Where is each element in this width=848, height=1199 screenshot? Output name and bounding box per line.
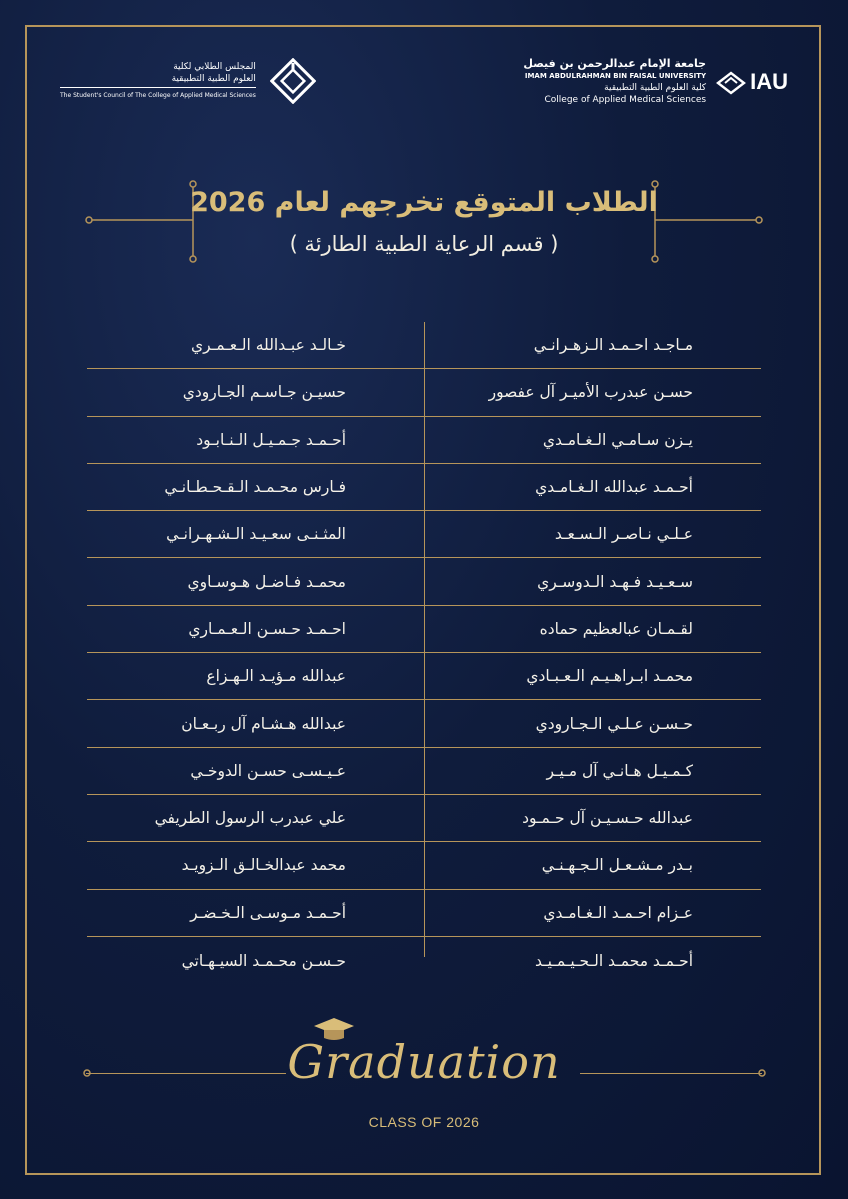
column-divider (424, 322, 425, 957)
student-name-left: محمد عبدالخـالـق الـزويـد (181, 856, 346, 875)
council-logo-block (60, 58, 316, 104)
students-table (87, 322, 761, 984)
student-name-right: يـزن سـامـي الـغـامـدي (542, 430, 693, 449)
student-name-left: احـمـد حـسـن الـعـمـاري (188, 619, 346, 638)
class-of-label: CLASS OF 2026 (368, 1114, 480, 1130)
university-texts (523, 58, 706, 106)
student-name-right: سـعـيـد فـهـد الـدوسـري (537, 572, 693, 591)
council-name-ar-2: العلوم الطبية التطبيقية (171, 73, 256, 84)
college-name-en: College of Applied Medical Sciences (544, 95, 707, 105)
student-name-right: مـاجـد احـمـد الـزهـرانـي (533, 336, 693, 355)
student-name-right: عـزام احـمـد الـغـامـدي (543, 903, 693, 922)
student-name-left: علي عبدرب الرسول الطريفي (154, 809, 346, 828)
student-name-right: حسـن عبدرب الأميـر آل عفصور (488, 383, 693, 402)
student-name-left: المثـنـى سعـيـد الـشـهـرانـي (166, 525, 346, 544)
student-name-right: عبدالله حـسـيـن آل حـمـود (522, 809, 693, 828)
student-name-left: حسيـن جـاسـم الجـارودي (182, 383, 346, 402)
student-name-right: كـمـيـل هـانـي آل مـيـر (546, 761, 693, 780)
student-name-left: أحـمـد جـمـيـل الـنـابـود (196, 430, 346, 449)
student-name-left: عبدالله مـؤيـد الـهـزاع (206, 667, 346, 686)
council-texts (60, 61, 256, 102)
student-name-right: بـدر مـشـعـل الـجـهـنـي (541, 856, 693, 875)
student-name-left: أحـمـد مـوسـى الـخـضـر (190, 903, 346, 922)
student-name-left: محمـد فـاضـل هـوسـاوي (187, 572, 346, 591)
graduation-text: Graduation (287, 1035, 561, 1089)
council-emblem-icon (270, 58, 316, 104)
student-name-left: خـالـد عبـدالله الـعـمـري (191, 336, 346, 355)
college-name-ar: كلية العلوم الطبية التطبيقية (604, 83, 707, 93)
student-name-left: فـارس محـمـد الـقـحـطـانـي (164, 478, 346, 497)
student-name-right: محمـد ابـراهـيـم الـعـبـادي (526, 667, 693, 686)
student-name-right: حـسـن عـلـي الـجـارودي (535, 714, 693, 733)
iau-logo-text: IAU (750, 69, 788, 94)
iau-logo-block (523, 58, 788, 106)
university-name-en: IMAM ABDULRAHMAN BIN FAISAL UNIVERSITY (524, 72, 707, 80)
title-block (0, 180, 848, 260)
page-title: الطلاب المتوقع تخرجهم لعام 2026 (190, 187, 658, 218)
student-name-right: أحـمـد محمـد الـحـيـمـيـد (534, 951, 693, 970)
student-name-left: عـيـسـى حسـن الدوخـي (190, 761, 346, 780)
iau-logo (716, 69, 788, 95)
student-name-left: حـسـن محـمـد السيـهـاتي (181, 951, 346, 970)
council-name-en: The Student's Council of The College of Applied Medical Sciences (60, 87, 256, 102)
student-name-right: عـلـي نـاصـر الـسـعـد (554, 525, 693, 544)
student-name-right: لقـمـان عبالعظيم حماده (539, 619, 693, 638)
student-name-left: عبدالله هـشـام آل ربـعـان (181, 714, 346, 733)
student-name-right: أحـمـد عبدالله الـغـامـدي (535, 478, 693, 497)
iau-emblem-icon (716, 69, 746, 95)
university-name-ar: جامعة الإمام عبدالرحمن بن فيصل (523, 57, 707, 70)
council-name-ar-1: المجلس الطلابي لكلية (173, 61, 256, 72)
graduation-wordmark (0, 1035, 848, 1089)
page-subtitle: ( قسم الرعاية الطبية الطارئة ) (289, 232, 559, 256)
